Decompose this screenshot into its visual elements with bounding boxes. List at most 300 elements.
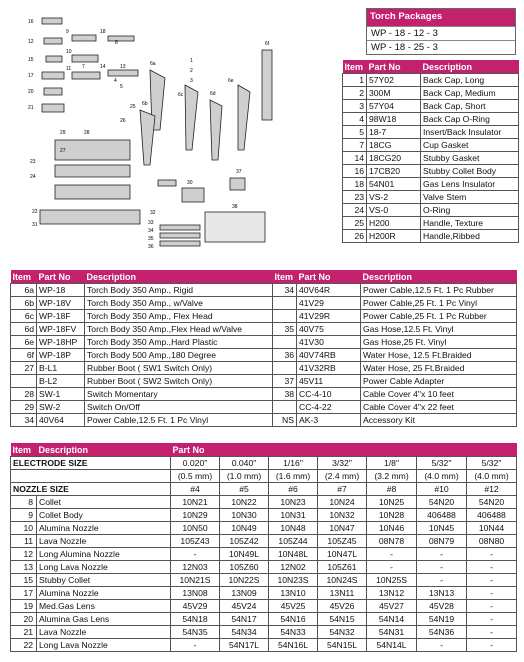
part-no-cell: - bbox=[171, 548, 220, 561]
part-no-cell: 10N28 bbox=[367, 509, 417, 522]
svg-text:4: 4 bbox=[114, 78, 117, 84]
table-row bbox=[11, 284, 517, 297]
part-no-cell: 10N30 bbox=[220, 509, 269, 522]
svg-text:29: 29 bbox=[60, 130, 66, 136]
part-no-cell: 57Y04 bbox=[367, 100, 421, 113]
part-no-cell: 54N20 bbox=[467, 496, 517, 509]
table-row bbox=[11, 323, 517, 336]
item-cell: 1 bbox=[343, 74, 367, 87]
table-row bbox=[11, 414, 517, 427]
svg-text:17: 17 bbox=[28, 73, 34, 79]
item-cell: 34 bbox=[11, 414, 37, 427]
size-cell: 3/32" bbox=[318, 457, 367, 470]
item-cell: 36 bbox=[273, 349, 297, 362]
table-header-row bbox=[343, 60, 519, 74]
svg-text:31: 31 bbox=[32, 222, 38, 228]
svg-text:12: 12 bbox=[28, 39, 34, 45]
table-row bbox=[343, 178, 519, 191]
part-no-cell: - bbox=[171, 639, 220, 652]
part-no-cell: 54N36 bbox=[417, 626, 467, 639]
item-cell: 29 bbox=[11, 401, 37, 414]
part-no-cell: 45V27 bbox=[367, 600, 417, 613]
description-cell: Gas Hose,25 Ft. Vinyl bbox=[361, 336, 517, 349]
description-cell: Alumina Nozzle bbox=[37, 587, 171, 600]
description-cell: Back Cap, Long bbox=[421, 74, 519, 87]
consumables-table bbox=[10, 443, 517, 652]
item-cell: 6c bbox=[11, 310, 37, 323]
description-cell: Torch Body 350 Amp., w/Valve bbox=[85, 297, 273, 310]
parts-table-middle bbox=[10, 270, 517, 427]
description-cell: Back Cap O-Ring bbox=[421, 113, 519, 126]
table-row bbox=[11, 297, 517, 310]
table-row bbox=[343, 217, 519, 230]
description-cell: Rubber Boot ( SW2 Switch Only) bbox=[85, 375, 273, 388]
col-header-part-no: Part No bbox=[367, 60, 421, 74]
part-no-cell: WP-18P bbox=[37, 349, 85, 362]
part-no-cell: 10N22 bbox=[220, 496, 269, 509]
item-cell: 34 bbox=[273, 284, 297, 297]
item-cell: 14 bbox=[343, 152, 367, 165]
part-no-cell: 54N34 bbox=[220, 626, 269, 639]
item-cell bbox=[273, 362, 297, 375]
blank-cell bbox=[11, 470, 171, 483]
size-mm-cell: (3.2 mm) bbox=[367, 470, 417, 483]
part-no-cell: 10N49L bbox=[220, 548, 269, 561]
part-no-cell: - bbox=[417, 639, 467, 652]
description-cell: Power Cable Adapter bbox=[361, 375, 517, 388]
part-shape bbox=[42, 18, 62, 24]
part-no-cell: 54N33 bbox=[269, 626, 318, 639]
table-row bbox=[11, 613, 517, 626]
item-cell: 23 bbox=[343, 191, 367, 204]
item-cell: 3 bbox=[343, 100, 367, 113]
part-no-cell: 41V32RB bbox=[297, 362, 361, 375]
item-cell: 6b bbox=[11, 297, 37, 310]
part-no-cell: 105Z45 bbox=[318, 535, 367, 548]
svg-text:32: 32 bbox=[150, 210, 156, 216]
table-row bbox=[11, 336, 517, 349]
table-row bbox=[11, 496, 517, 509]
description-cell: Water Hose, 25 Ft.Braided bbox=[361, 362, 517, 375]
description-cell: Power Cable,12.5 Ft. 1 Pc Vinyl bbox=[85, 414, 273, 427]
part-no-cell: 40V75 bbox=[297, 323, 361, 336]
svg-text:22: 22 bbox=[32, 209, 38, 215]
table-row bbox=[343, 139, 519, 152]
part-no-cell: B-L2 bbox=[37, 375, 85, 388]
part-no-cell: 105Z61 bbox=[318, 561, 367, 574]
size-cell: #8 bbox=[367, 483, 417, 496]
svg-text:1: 1 bbox=[190, 58, 193, 64]
package-item: WP - 18 - 25 - 3 bbox=[367, 40, 515, 54]
part-no-cell: - bbox=[417, 574, 467, 587]
table-row bbox=[343, 100, 519, 113]
table-row bbox=[343, 230, 519, 243]
svg-text:5: 5 bbox=[120, 84, 123, 90]
description-cell: Cable Cover 4"x 10 feet bbox=[361, 388, 517, 401]
description-cell: Collet Body bbox=[37, 509, 171, 522]
part-no-cell: 40V64R bbox=[297, 284, 361, 297]
part-no-cell: 10N50 bbox=[171, 522, 220, 535]
size-mm-cell: (4.0 mm) bbox=[417, 470, 467, 483]
part-no-cell: 10N23S bbox=[269, 574, 318, 587]
item-cell: 6a bbox=[11, 284, 37, 297]
svg-text:35: 35 bbox=[148, 236, 154, 242]
item-cell: 25 bbox=[343, 217, 367, 230]
col-header-part-no: Part No bbox=[171, 443, 517, 457]
description-cell: Cable Cover 4"x 22 feet bbox=[361, 401, 517, 414]
description-cell: Handle, Texture bbox=[421, 217, 519, 230]
part-no-cell: 13N08 bbox=[171, 587, 220, 600]
part-no-cell: 45V24 bbox=[220, 600, 269, 613]
part-no-cell: - bbox=[467, 600, 517, 613]
svg-text:33: 33 bbox=[148, 220, 154, 226]
part-no-cell: 18CG20 bbox=[367, 152, 421, 165]
electrode-size-row bbox=[11, 457, 517, 470]
part-no-cell: 54N16 bbox=[269, 613, 318, 626]
part-no-cell: 12N02 bbox=[269, 561, 318, 574]
part-no-cell: 105Z42 bbox=[220, 535, 269, 548]
part-no-cell: 08N79 bbox=[417, 535, 467, 548]
svg-text:9: 9 bbox=[66, 29, 69, 35]
item-cell: 38 bbox=[273, 388, 297, 401]
item-cell: 5 bbox=[343, 126, 367, 139]
description-cell: Power Cable,25 Ft. 1 Pc Rubber bbox=[361, 310, 517, 323]
part-no-cell: 10N47 bbox=[318, 522, 367, 535]
svg-text:37: 37 bbox=[236, 169, 242, 175]
item-cell: 27 bbox=[11, 362, 37, 375]
part-no-cell: H200 bbox=[367, 217, 421, 230]
part-no-cell: B-L1 bbox=[37, 362, 85, 375]
description-cell: Rubber Boot ( SW1 Switch Only) bbox=[85, 362, 273, 375]
part-no-cell: 54N14 bbox=[367, 613, 417, 626]
item-cell: 28 bbox=[11, 388, 37, 401]
part-no-cell: 18-7 bbox=[367, 126, 421, 139]
part-no-cell: 41V30 bbox=[297, 336, 361, 349]
col-header-description: Description bbox=[85, 270, 273, 284]
description-cell: Accessory Kit bbox=[361, 414, 517, 427]
item-cell: 37 bbox=[273, 375, 297, 388]
svg-text:7: 7 bbox=[82, 64, 85, 70]
item-cell: 22 bbox=[11, 639, 37, 652]
table-row bbox=[343, 191, 519, 204]
part-no-cell: 10N45 bbox=[417, 522, 467, 535]
col-header-item: Item bbox=[11, 443, 37, 457]
description-cell: Torch Body 350 Amp.,Flex Head w/Valve bbox=[85, 323, 273, 336]
svg-text:36: 36 bbox=[148, 244, 154, 250]
item-cell: 6f bbox=[11, 349, 37, 362]
description-cell: Gas Hose,12.5 Ft. Vinyl bbox=[361, 323, 517, 336]
table-row bbox=[11, 388, 517, 401]
description-cell: Power Cable,12.5 Ft. 1 Pc Rubber bbox=[361, 284, 517, 297]
svg-text:6e: 6e bbox=[228, 78, 234, 84]
svg-text:6c: 6c bbox=[178, 92, 184, 98]
table-row bbox=[11, 375, 517, 388]
description-cell: Insert/Back Insulator bbox=[421, 126, 519, 139]
description-cell: Med.Gas Lens bbox=[37, 600, 171, 613]
item-cell: NS bbox=[273, 414, 297, 427]
part-no-cell: 18CG bbox=[367, 139, 421, 152]
part-no-cell: 10N48 bbox=[269, 522, 318, 535]
nozzle-size-label: NOZZLE SIZE bbox=[11, 483, 171, 496]
size-mm-cell: (0.5 mm) bbox=[171, 470, 220, 483]
part-no-cell: 54N01 bbox=[367, 178, 421, 191]
part-no-cell: 13N12 bbox=[367, 587, 417, 600]
item-cell: 21 bbox=[11, 626, 37, 639]
table-row bbox=[11, 535, 517, 548]
description-cell: Collet bbox=[37, 496, 171, 509]
description-cell: Back Cap, Medium bbox=[421, 87, 519, 100]
part-no-cell: 10N23 bbox=[269, 496, 318, 509]
part-no-cell: 57Y02 bbox=[367, 74, 421, 87]
item-cell: 17 bbox=[11, 587, 37, 600]
description-cell: Torch Body 350 Amp.,Hard Plastic bbox=[85, 336, 273, 349]
description-cell: Long Lava Nozzle bbox=[37, 639, 171, 652]
part-no-cell: - bbox=[417, 561, 467, 574]
part-no-cell: 105Z60 bbox=[220, 561, 269, 574]
part-no-cell: 10N22S bbox=[220, 574, 269, 587]
svg-text:30: 30 bbox=[187, 180, 193, 186]
table-row bbox=[343, 165, 519, 178]
part-no-cell: 54N15L bbox=[318, 639, 367, 652]
col-header-description: Description bbox=[37, 443, 171, 457]
svg-text:3: 3 bbox=[190, 78, 193, 84]
nozzle-size-row bbox=[11, 483, 517, 496]
description-cell: Long Alumina Nozzle bbox=[37, 548, 171, 561]
size-cell: #5 bbox=[220, 483, 269, 496]
part-no-cell: CC-4-22 bbox=[297, 401, 361, 414]
part-no-cell: - bbox=[467, 587, 517, 600]
size-cell: 5/32" bbox=[467, 457, 517, 470]
part-no-cell: 54N18 bbox=[171, 613, 220, 626]
part-no-cell: 10N32 bbox=[318, 509, 367, 522]
item-cell: 19 bbox=[11, 600, 37, 613]
item-cell: 7 bbox=[343, 139, 367, 152]
item-cell bbox=[273, 310, 297, 323]
item-cell: 16 bbox=[343, 165, 367, 178]
item-cell: 20 bbox=[11, 613, 37, 626]
part-no-cell: 10N29 bbox=[171, 509, 220, 522]
part-no-cell: 54N14L bbox=[367, 639, 417, 652]
part-no-cell: 45V11 bbox=[297, 375, 361, 388]
part-no-cell: 54N35 bbox=[171, 626, 220, 639]
description-cell: O-Ring bbox=[421, 204, 519, 217]
part-no-cell: 45V29 bbox=[171, 600, 220, 613]
item-cell: 9 bbox=[11, 509, 37, 522]
item-cell bbox=[273, 336, 297, 349]
parts-table-right bbox=[342, 60, 519, 243]
description-cell: Handle,Ribbed bbox=[421, 230, 519, 243]
table-header-row bbox=[11, 443, 517, 457]
col-header-item: Item bbox=[273, 270, 297, 284]
size-cell: #7 bbox=[318, 483, 367, 496]
part-no-cell: WP-18HP bbox=[37, 336, 85, 349]
part-no-cell: 10N24 bbox=[318, 496, 367, 509]
part-no-cell: WP-18F bbox=[37, 310, 85, 323]
table-row bbox=[343, 152, 519, 165]
table-row bbox=[11, 401, 517, 414]
description-cell: Back Cap, Short bbox=[421, 100, 519, 113]
col-header-item: Item bbox=[343, 60, 367, 74]
part-no-cell: 40V64 bbox=[37, 414, 85, 427]
svg-text:24: 24 bbox=[30, 174, 36, 180]
size-cell: #6 bbox=[269, 483, 318, 496]
size-cell: #10 bbox=[417, 483, 467, 496]
col-header-part-no: Part No bbox=[37, 270, 85, 284]
table-row bbox=[11, 600, 517, 613]
description-cell: Torch Body 350 Amp., Rigid bbox=[85, 284, 273, 297]
table-row bbox=[343, 87, 519, 100]
part-no-cell: 54N17 bbox=[220, 613, 269, 626]
part-no-cell: WP-18FV bbox=[37, 323, 85, 336]
part-no-cell: 54N20 bbox=[417, 496, 467, 509]
svg-text:6d: 6d bbox=[210, 91, 216, 97]
part-no-cell: 13N10 bbox=[269, 587, 318, 600]
item-cell: 12 bbox=[11, 548, 37, 561]
svg-text:8: 8 bbox=[115, 40, 118, 46]
description-cell: Torch Body 500 Amp.,180 Degree bbox=[85, 349, 273, 362]
part-no-cell: 10N31 bbox=[269, 509, 318, 522]
part-no-cell: VS-0 bbox=[367, 204, 421, 217]
table-row bbox=[11, 349, 517, 362]
part-no-cell: 12N03 bbox=[171, 561, 220, 574]
item-cell: 11 bbox=[11, 535, 37, 548]
parts-diagram bbox=[0, 0, 340, 255]
item-cell bbox=[11, 375, 37, 388]
part-no-cell: 10N21 bbox=[171, 496, 220, 509]
svg-text:18: 18 bbox=[100, 29, 106, 35]
item-cell: 35 bbox=[273, 323, 297, 336]
part-no-cell: 10N49 bbox=[220, 522, 269, 535]
svg-text:15: 15 bbox=[28, 57, 34, 63]
table-row bbox=[11, 587, 517, 600]
item-cell: 6d bbox=[11, 323, 37, 336]
svg-text:16: 16 bbox=[28, 19, 34, 25]
part-no-cell: - bbox=[467, 613, 517, 626]
item-cell: 2 bbox=[343, 87, 367, 100]
part-no-cell: 41V29R bbox=[297, 310, 361, 323]
item-cell bbox=[273, 401, 297, 414]
size-cell: 1/8" bbox=[367, 457, 417, 470]
size-cell: 5/32" bbox=[417, 457, 467, 470]
part-no-cell: 54N19 bbox=[417, 613, 467, 626]
description-cell: Torch Body 350 Amp., Flex Head bbox=[85, 310, 273, 323]
svg-text:11: 11 bbox=[66, 66, 72, 72]
table-row bbox=[343, 126, 519, 139]
part-no-cell: 406488 bbox=[417, 509, 467, 522]
size-cell: #4 bbox=[171, 483, 220, 496]
part-no-cell: 10N24S bbox=[318, 574, 367, 587]
size-mm-cell: (4.0 mm) bbox=[467, 470, 517, 483]
part-no-cell: 13N09 bbox=[220, 587, 269, 600]
part-no-cell: CC-4-10 bbox=[297, 388, 361, 401]
col-header-part-no: Part No bbox=[297, 270, 361, 284]
col-header-item: Item bbox=[11, 270, 37, 284]
torch-packages bbox=[366, 8, 516, 55]
description-cell: Stubby Collet bbox=[37, 574, 171, 587]
svg-text:6b: 6b bbox=[142, 101, 148, 107]
part-no-cell: 10N25S bbox=[367, 574, 417, 587]
svg-text:20: 20 bbox=[28, 89, 34, 95]
size-cell: 0.040" bbox=[220, 457, 269, 470]
description-cell: Switch On/Off bbox=[85, 401, 273, 414]
part-no-cell: 10N44 bbox=[467, 522, 517, 535]
item-cell: 15 bbox=[11, 574, 37, 587]
part-no-cell: 10N25 bbox=[367, 496, 417, 509]
part-no-cell: 105Z44 bbox=[269, 535, 318, 548]
part-no-cell: - bbox=[467, 626, 517, 639]
description-cell: Lava Nozzle bbox=[37, 535, 171, 548]
part-no-cell: - bbox=[467, 639, 517, 652]
description-cell: Lava Nozzle bbox=[37, 626, 171, 639]
part-no-cell: 300M bbox=[367, 87, 421, 100]
table-row bbox=[11, 548, 517, 561]
item-cell: 10 bbox=[11, 522, 37, 535]
part-no-cell: 13N11 bbox=[318, 587, 367, 600]
part-no-cell: 10N48L bbox=[269, 548, 318, 561]
svg-text:26: 26 bbox=[120, 118, 126, 124]
part-no-cell: 08N78 bbox=[367, 535, 417, 548]
part-no-cell: WP-18V bbox=[37, 297, 85, 310]
part-no-cell: 41V29 bbox=[297, 297, 361, 310]
part-no-cell: 10N21S bbox=[171, 574, 220, 587]
table-row bbox=[11, 310, 517, 323]
svg-text:25: 25 bbox=[130, 104, 136, 110]
part-no-cell: 10N47L bbox=[318, 548, 367, 561]
part-no-cell: 10N46 bbox=[367, 522, 417, 535]
part-no-cell: AK-3 bbox=[297, 414, 361, 427]
table-row bbox=[343, 204, 519, 217]
part-no-cell: 54N17L bbox=[220, 639, 269, 652]
table-header-row bbox=[11, 270, 517, 284]
table-row bbox=[11, 574, 517, 587]
size-mm-cell: (2.4 mm) bbox=[318, 470, 367, 483]
part-no-cell: 105Z43 bbox=[171, 535, 220, 548]
description-cell: Alumina Nozzle bbox=[37, 522, 171, 535]
size-cell: 1/16" bbox=[269, 457, 318, 470]
table-row bbox=[11, 509, 517, 522]
part-no-cell: 98W18 bbox=[367, 113, 421, 126]
description-cell: Gas Lens Insulator bbox=[421, 178, 519, 191]
part-no-cell: - bbox=[367, 561, 417, 574]
svg-text:2: 2 bbox=[190, 68, 193, 74]
part-no-cell: 13N13 bbox=[417, 587, 467, 600]
part-no-cell: - bbox=[367, 548, 417, 561]
part-no-cell: H200R bbox=[367, 230, 421, 243]
table-row bbox=[11, 561, 517, 574]
part-no-cell: 17CB20 bbox=[367, 165, 421, 178]
part-no-cell: - bbox=[417, 548, 467, 561]
part-no-cell: SW-1 bbox=[37, 388, 85, 401]
size-mm-cell: (1.6 mm) bbox=[269, 470, 318, 483]
part-no-cell: 40V74RB bbox=[297, 349, 361, 362]
svg-text:6a: 6a bbox=[150, 61, 156, 67]
item-cell: 18 bbox=[343, 178, 367, 191]
item-cell bbox=[273, 297, 297, 310]
electrode-size-label: ELECTRODE SIZE bbox=[11, 457, 171, 470]
part-no-cell: - bbox=[467, 548, 517, 561]
part-no-cell: 45V26 bbox=[318, 600, 367, 613]
svg-text:34: 34 bbox=[148, 228, 154, 234]
svg-text:13: 13 bbox=[120, 64, 126, 70]
description-cell: Switch Momentary bbox=[85, 388, 273, 401]
part-no-cell: WP-18 bbox=[37, 284, 85, 297]
torch-packages-title: Torch Packages bbox=[367, 9, 515, 26]
size-mm-cell: (1.0 mm) bbox=[220, 470, 269, 483]
part-no-cell: SW-2 bbox=[37, 401, 85, 414]
item-cell: 6e bbox=[11, 336, 37, 349]
size-cell: 0.020" bbox=[171, 457, 220, 470]
size-cell: #12 bbox=[467, 483, 517, 496]
